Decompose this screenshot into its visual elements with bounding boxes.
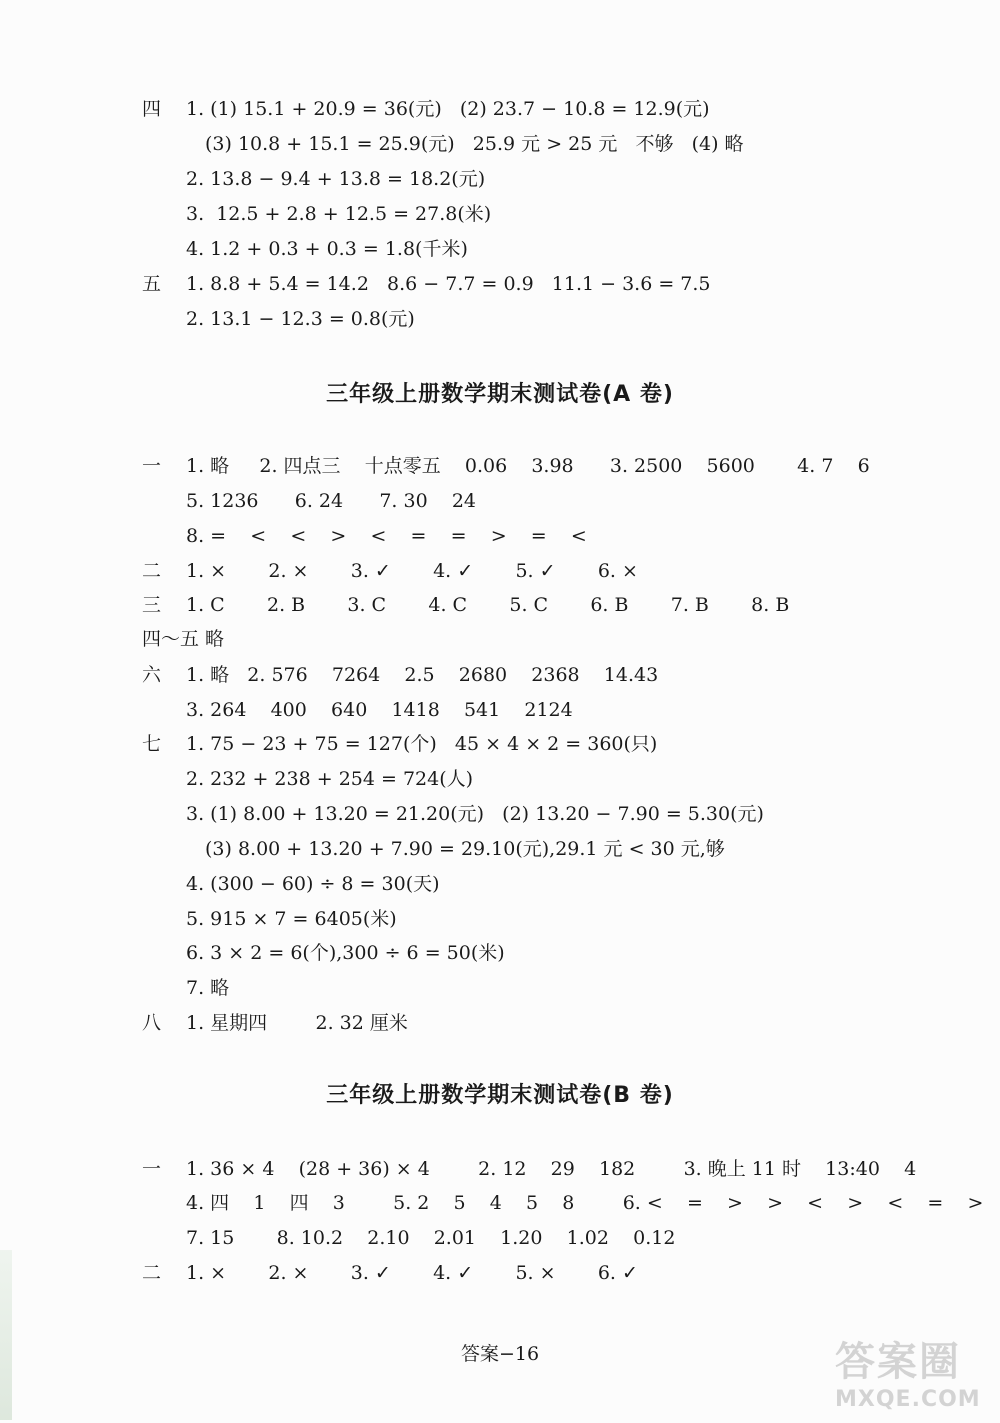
section-label-4: 四 <box>142 98 162 120</box>
section-label-3: 三 <box>142 594 162 616</box>
answer-line: 7. 15 8. 10.2 2.10 2.01 1.20 1.02 0.12 <box>186 1227 676 1249</box>
answer-line: 3. 12.5 + 2.8 + 12.5 = 27.8(米) <box>186 203 492 225</box>
section-label-5: 五 <box>142 273 162 295</box>
answer-line: 1. 略 2. 四点三 十点零五 0.06 3.98 3. 2500 5600 4. 7 6 <box>186 455 870 477</box>
answer-line: 2. 13.1 − 12.3 = 0.8(元) <box>186 308 415 330</box>
answer-line: 1. × 2. × 3. ✓ 4. ✓ 5. × 6. ✓ <box>186 1262 638 1284</box>
answer-line: 1. (1) 15.1 + 20.9 = 36(元) (2) 23.7 − 10.8 = 12.9(元) <box>186 98 710 120</box>
page-number: 答案−16 <box>460 1343 540 1365</box>
answer-line: 4. 1.2 + 0.3 + 0.3 = 1.8(千米) <box>186 238 468 260</box>
section-label-6: 六 <box>142 664 162 686</box>
section-label-1: 一 <box>142 455 162 477</box>
answer-line: 1. 略 2. 576 7264 2.5 2680 2368 14.43 <box>186 664 659 686</box>
answer-line: 3. 264 400 640 1418 541 2124 <box>186 699 573 721</box>
section-label-7: 七 <box>142 733 162 755</box>
section-label-2: 二 <box>142 1262 162 1284</box>
answer-line: (3) 10.8 + 15.1 = 25.9(元) 25.9 元 > 25 元 不够 (4) 略 <box>205 133 744 155</box>
answer-line: 3. (1) 8.00 + 13.20 = 21.20(元) (2) 13.20 − 7.90 = 5.30(元) <box>186 803 764 825</box>
answer-line: 1. 8.8 + 5.4 = 14.2 8.6 − 7.7 = 0.9 11.1 − 3.6 = 7.5 <box>186 273 711 295</box>
section-label-8: 八 <box>142 1012 162 1034</box>
test-a-title: 三年级上册数学期末测试卷(A 卷) <box>326 382 674 407</box>
answer-line: 4. (300 − 60) ÷ 8 = 30(天) <box>186 873 440 895</box>
watermark-logo <box>835 1330 995 1410</box>
answer-line: 1. C 2. B 3. C 4. C 5. C 6. B 7. B 8. B <box>186 594 790 616</box>
answer-line: 2. 13.8 − 9.4 + 13.8 = 18.2(元) <box>186 168 486 190</box>
answer-line: 7. 略 <box>186 977 230 999</box>
answer-line: 1. 星期四 2. 32 厘米 <box>186 1012 408 1034</box>
answer-line: 4. 四 1 四 3 5. 2 5 4 5 8 6. < = > > < > < = > <box>186 1192 984 1214</box>
watermark-text: 答案圈 <box>835 1339 961 1385</box>
answer-line: 6. 3 × 2 = 6(个),300 ÷ 6 = 50(米) <box>186 942 505 964</box>
answer-line: 1. × 2. × 3. ✓ 4. ✓ 5. ✓ 6. × <box>186 560 638 582</box>
watermark-url: MXQE.COM <box>835 1387 981 1412</box>
test-b-title: 三年级上册数学期末测试卷(B 卷) <box>326 1083 674 1108</box>
section-label-2: 二 <box>142 560 162 582</box>
section-label-4-5: 四～五 略 <box>142 628 225 650</box>
answer-line: 2. 232 + 238 + 254 = 724(人) <box>186 768 474 790</box>
answer-line: 8. = < < > < = = > = < <box>186 525 587 547</box>
answer-line: 1. 36 × 4 (28 + 36) × 4 2. 12 29 182 3. 晚上 11 时 13:40 4 <box>186 1158 917 1180</box>
scan-edge <box>0 1250 12 1420</box>
answer-line: 1. 75 − 23 + 75 = 127(个) 45 × 4 × 2 = 360(只) <box>186 733 658 755</box>
answer-line: 5. 915 × 7 = 6405(米) <box>186 908 397 930</box>
answer-line: (3) 8.00 + 13.20 + 7.90 = 29.10(元),29.1 元 < 30 元,够 <box>205 838 725 860</box>
section-label-1: 一 <box>142 1158 162 1180</box>
answer-line: 5. 1236 6. 24 7. 30 24 <box>186 490 477 512</box>
